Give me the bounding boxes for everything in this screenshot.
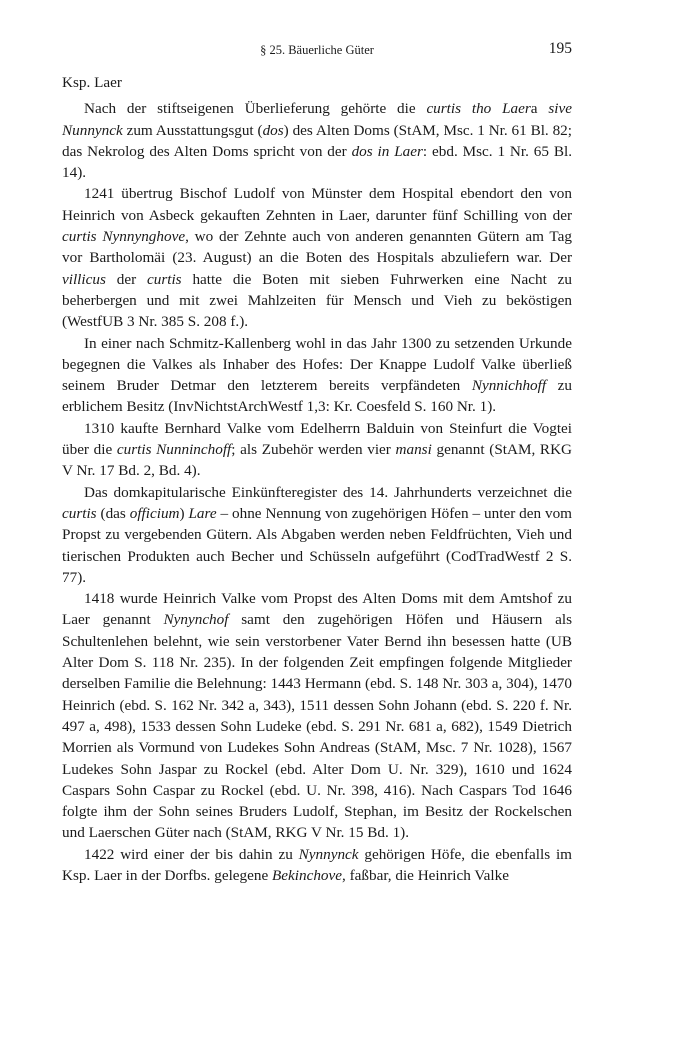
- running-head-title: § 25. Bäuerliche Güter: [260, 43, 374, 57]
- paragraph-7: [62, 844, 572, 887]
- text-run: : ebd. Msc. 1 Nr. 65 Bl. 14).: [62, 142, 572, 182]
- text-run: 1418 wurde Heinrich Valke vom Propst des Alten Doms mit dem Amtshof zu Laer genannt: [62, 590, 572, 629]
- italic-term: Nynnichhoff: [471, 377, 547, 395]
- paragraph-5: [62, 482, 572, 588]
- paragraph-6: [62, 588, 572, 844]
- text-run: , wo der Zehnte auch von anderen genannten Gütern am Tag vor Bartholomäi (23. August) an die Boten des Hospitals abzuliefern war. Der: [62, 228, 572, 267]
- italic-term: curtis tho Laer: [426, 100, 531, 118]
- italic-term: mansi: [395, 441, 432, 459]
- text-run: ): [179, 504, 189, 522]
- paragraph-3: [62, 333, 572, 418]
- text-run: (das: [96, 504, 130, 522]
- text-run: In einer nach Schmitz-Kallenberg wohl in das Jahr 1300 zu setzenden Urkunde begegnen die Valkes als Inhaber des Hofes: Der Knappe Ludolf Valke überließ seinem Bruder Detmar den letzterem bereits verpfändeten: [62, 334, 572, 395]
- text-run: der: [105, 270, 147, 288]
- text-run: 1241 übertrug Bischof Ludolf von Münster dem Hospital ebendort den von Heinrich von Asbeck gekauften Zehnten in Laer, darunter fünf Schilling von der: [62, 185, 572, 224]
- text-run: hatte die Boten mit sieben Fuhrwerken eine Nacht zu beherbergen und mit zwei Mahlzeiten für Mensch und Vieh zu beköstigen (WestfUB 3 Nr. 385 S. 208 f.).: [62, 270, 572, 331]
- italic-term: curtis Nunninchoff: [116, 441, 232, 459]
- italic-term: Nynynchof: [163, 611, 229, 629]
- text-run: zu erblichem Besitz (InvNichtstArchWestf 1,3: Kr. Coesfeld S. 160 Nr. 1).: [62, 377, 572, 416]
- italic-term: sive Nunnynck: [62, 100, 572, 139]
- text-run: genannt (StAM, RKG V Nr. 17 Bd. 2, Bd. 4).: [62, 441, 572, 480]
- paragraph-4: [62, 418, 572, 482]
- italic-term: officium: [129, 504, 180, 522]
- text-run: Das domkapitularische Einkünfteregister des 14. Jahrhunderts verzeichnet die: [84, 483, 572, 501]
- italic-term: Nynnynck: [298, 845, 359, 863]
- body-text: [62, 72, 572, 886]
- text-run: a: [530, 100, 538, 118]
- text-run: – ohne Nennung von zugehörigen Höfen – unter den vom Propst zu vergebenden Gütern. Als Abgaben werden neben Feldfrüchten, Vieh und tierischen Produkten auch Becher und Schüsseln aufgeführt (CodTradWestf 2 S. 77).: [62, 504, 572, 586]
- text-run: ) des Alten Doms (StAM, Msc. 1 Nr. 61 Bl. 82; das Nekrolog des Alten Doms spricht von der: [62, 121, 572, 160]
- italic-term: dos in Laer: [351, 142, 423, 160]
- italic-term: dos: [262, 121, 284, 139]
- text-run: gehörigen Höfe, die ebenfalls im Ksp. Laer in der Dorfbs. gelegene: [62, 845, 572, 884]
- page-number: 195: [548, 40, 572, 57]
- section-heading: Ksp. Laer: [62, 74, 122, 91]
- italic-term: Bekinchove: [272, 866, 342, 884]
- running-head: [62, 40, 572, 60]
- text-run: samt den zugehörigen Höfen und Häusern als Schultenlehen belehnt, wie sein verstorbener Vater Bernd ihn besessen hatte (UB Alter Dom S. 118 Nr. 235). In der folgenden Zeit empfingen folgende Mitglieder derselben Familie die Belehnung: 1443 Hermann (ebd. S. 148 Nr. 303 a, 304), 1470 Heinrich (ebd. S. 162 Nr. 342 a, 343), 1511 dessen Sohn Johann (ebd. S. 220 f. Nr. 497 a, 498), 1533 dessen Sohn Ludeke (ebd. S. 291 Nr. 681 a, 682), 1549 Dietrich Morrien als Vormund von Ludekes Sohn Andreas (StAM, Msc. 7 Nr. 1028), 1567 Ludekes Sohn Jaspar zu Rockel (ebd. Alter Dom U. Nr. 329), 1610 und 1624 Caspars Sohn Caspar zu Rockel (ebd. U. Nr. 398, 416). Nach Caspars Tod 1646 folgte ihm der Sohn seines Bruders Ludolf, Stephan, im Besitz der Rockelschen und Laerschen Güter nach (StAM, RKG V Nr. 15 Bd. 1).: [62, 611, 572, 842]
- italic-term: curtis: [62, 504, 97, 522]
- italic-term: curtis Nynnynghove: [62, 228, 186, 246]
- text-run: Nach der stiftseigenen Überlieferung gehörte die: [84, 100, 427, 118]
- paragraph-2: [62, 183, 572, 332]
- text-run: , faßbar, die Heinrich Valke: [342, 866, 509, 884]
- text-run: 1310 kaufte Bernhard Valke vom Edelherrn Balduin von Steinfurt die Vogtei über die: [62, 419, 572, 459]
- italic-term: curtis: [146, 270, 182, 288]
- text-run: 1422 wird einer der bis dahin zu: [84, 845, 299, 863]
- text-run: zum Ausstattungsgut (: [122, 121, 263, 139]
- paragraph-1: [62, 98, 572, 183]
- italic-term: villicus: [62, 270, 106, 288]
- italic-term: Lare: [188, 504, 217, 522]
- text-run: ; als Zubehör werden vier: [231, 441, 396, 459]
